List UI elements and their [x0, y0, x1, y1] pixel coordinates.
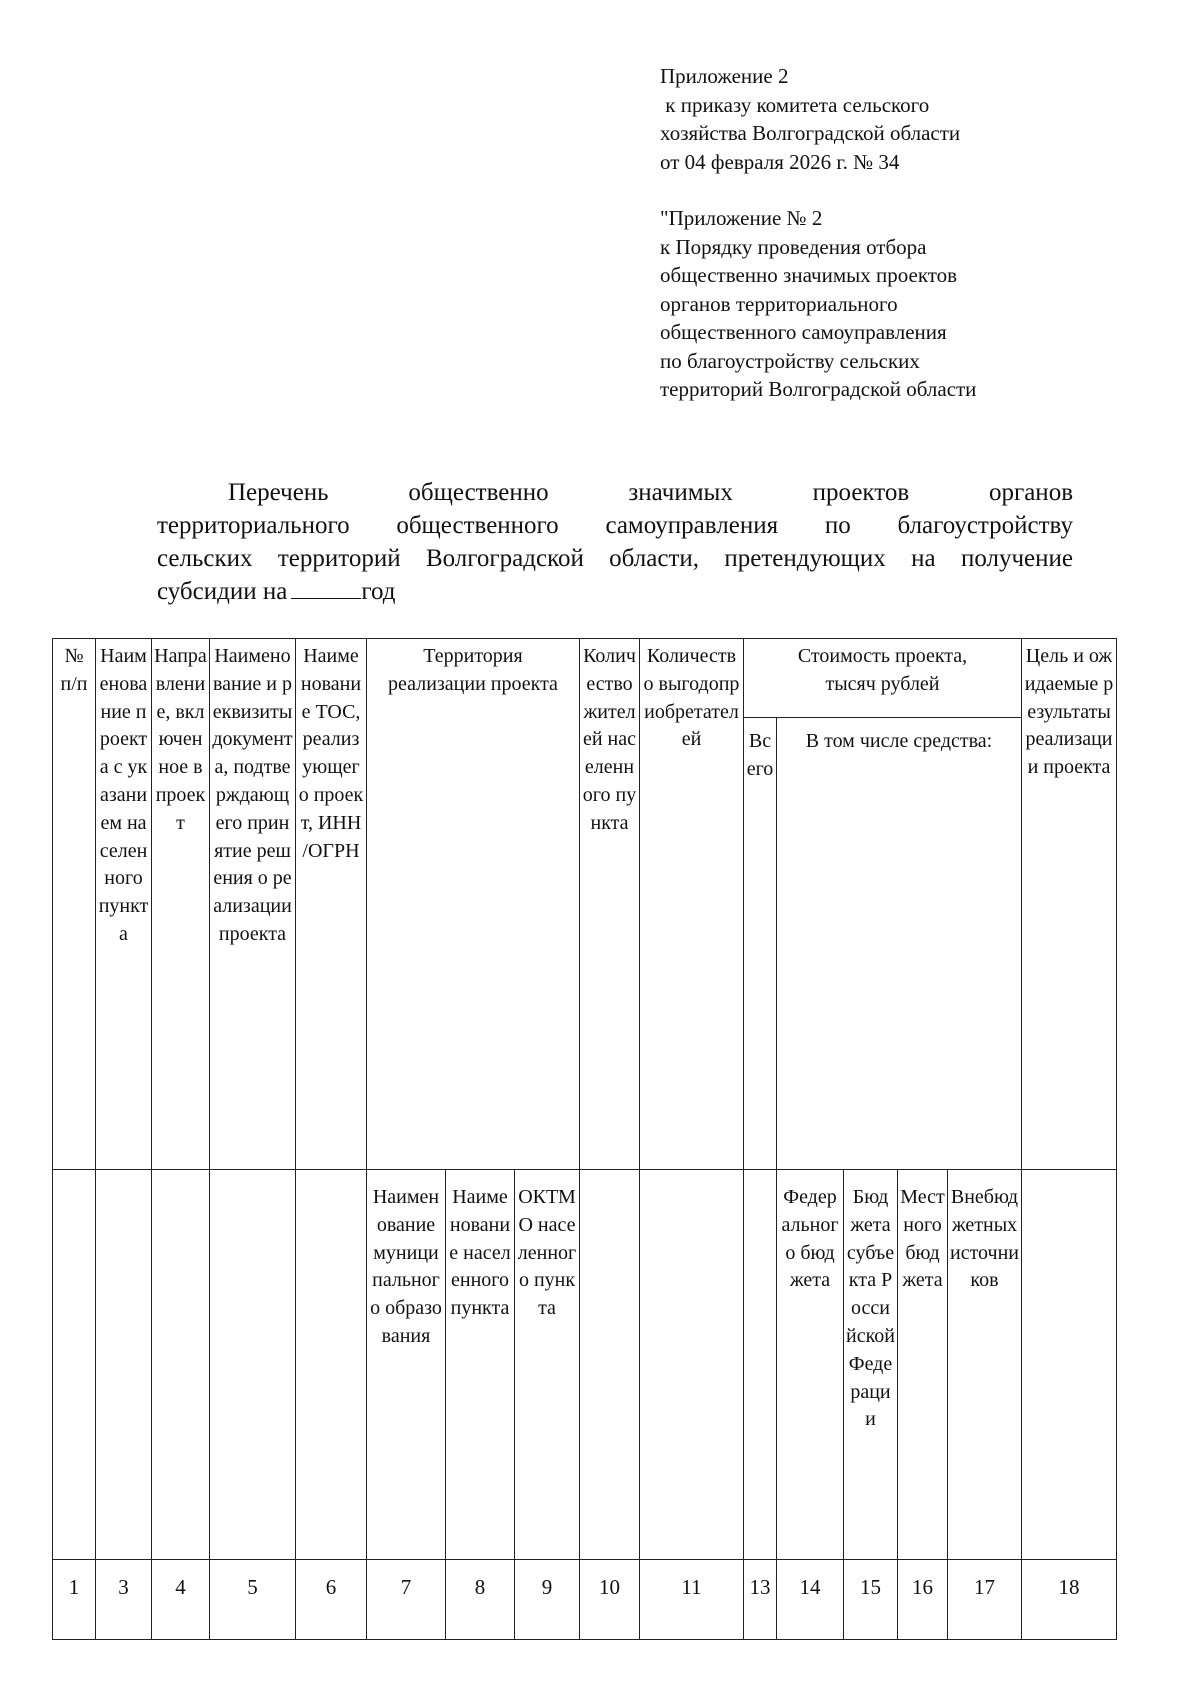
column-number: 5 [210, 1560, 296, 1640]
column-number: 7 [367, 1560, 446, 1640]
empty-cell [640, 1170, 744, 1560]
appendix-line: хозяйства Волгоградской области [660, 121, 961, 145]
column-number: 16 [898, 1560, 948, 1640]
header-extra: Внебюджетных источников [948, 1170, 1022, 1560]
empty-cell [53, 1170, 96, 1560]
header-tos: Наименование ТОС, реализующего проект, ИНН /ОГРН [296, 639, 367, 1170]
column-number: 15 [844, 1560, 898, 1640]
empty-cell [1022, 1170, 1117, 1560]
column-number: 3 [96, 1560, 152, 1640]
empty-cell [96, 1170, 152, 1560]
header-subject: Бюджета субъекта Российской Федерации [844, 1170, 898, 1560]
header-goal: Цель и ожидаемые результаты реализации проекта [1022, 639, 1117, 1170]
appendix-block [660, 62, 976, 404]
quote-line: по благоустройству сельских [660, 348, 920, 373]
column-number: 11 [640, 1560, 744, 1640]
empty-cell [296, 1170, 367, 1560]
projects-table [52, 638, 1117, 1640]
header-cost: Стоимость проекта, тысяч рублей [744, 639, 1022, 718]
column-number: 17 [948, 1560, 1022, 1640]
column-number: 4 [152, 1560, 210, 1640]
column-number: 8 [446, 1560, 515, 1640]
header-federal: Федерального бюджета [777, 1170, 844, 1560]
header-residents: Количество жителей населенного пункта [580, 639, 640, 1170]
quote-line: к Порядку проведения отбора [660, 234, 927, 259]
header-num: № п/п [53, 639, 96, 1170]
quote-line: территорий Волгоградской области [660, 377, 977, 401]
quote-line: "Приложение № 2 [660, 206, 823, 230]
column-number: 10 [580, 1560, 640, 1640]
document-title [157, 476, 1073, 608]
header-document: Наименование и реквизиты документа, подтверждающего принятие решения о реализации проекта [210, 639, 296, 1170]
column-number: 18 [1022, 1560, 1117, 1640]
column-number: 6 [296, 1560, 367, 1640]
empty-cell [210, 1170, 296, 1560]
year-blank [291, 578, 361, 599]
header-project-name: Наименование проекта с указанием населенного пункта [96, 639, 152, 1170]
column-number: 14 [777, 1560, 844, 1640]
header-settlement: Наименование населенного пункта [446, 1170, 515, 1560]
header-total: Всего [744, 718, 777, 1170]
header-local: Местного бюджета [898, 1170, 948, 1560]
title-prefix: субсидии на [157, 578, 288, 605]
quote-line: общественного самоуправления [660, 320, 947, 344]
title-line-last [157, 575, 1073, 608]
column-number: 13 [744, 1560, 777, 1640]
header-oktmo: ОКТМО населенного пункта [515, 1170, 580, 1560]
header-beneficiaries: Количество выгодоприобретателей [640, 639, 744, 1170]
title-suffix: год [361, 578, 396, 605]
appendix-line: Приложение 2 [660, 64, 789, 88]
appendix-line: к приказу комитета сельского [660, 92, 930, 117]
header-direction: Направление, включенное в проект [152, 639, 210, 1170]
column-number: 9 [515, 1560, 580, 1640]
header-municipality: Наименование муниципального образования [367, 1170, 446, 1560]
empty-cell [744, 1170, 777, 1560]
title-line: сельских территорий Волгоградской области, претендующих на получение [157, 545, 1073, 572]
empty-cell [580, 1170, 640, 1560]
empty-cell [152, 1170, 210, 1560]
title-line: Перечень общественно значимых проектов органов [228, 479, 1073, 506]
column-number: 1 [53, 1560, 96, 1640]
quote-line: общественно значимых проектов [660, 263, 958, 287]
header-territory: Территория реализации проекта [367, 639, 580, 1170]
header-including: В том числе средства: [777, 718, 1022, 1170]
quote-line: органов территориального [660, 291, 898, 316]
appendix-line: от 04 февраля 2026 г. № 34 [660, 149, 900, 174]
title-line: территориального общественного самоуправления по благоустройству [157, 512, 1073, 539]
